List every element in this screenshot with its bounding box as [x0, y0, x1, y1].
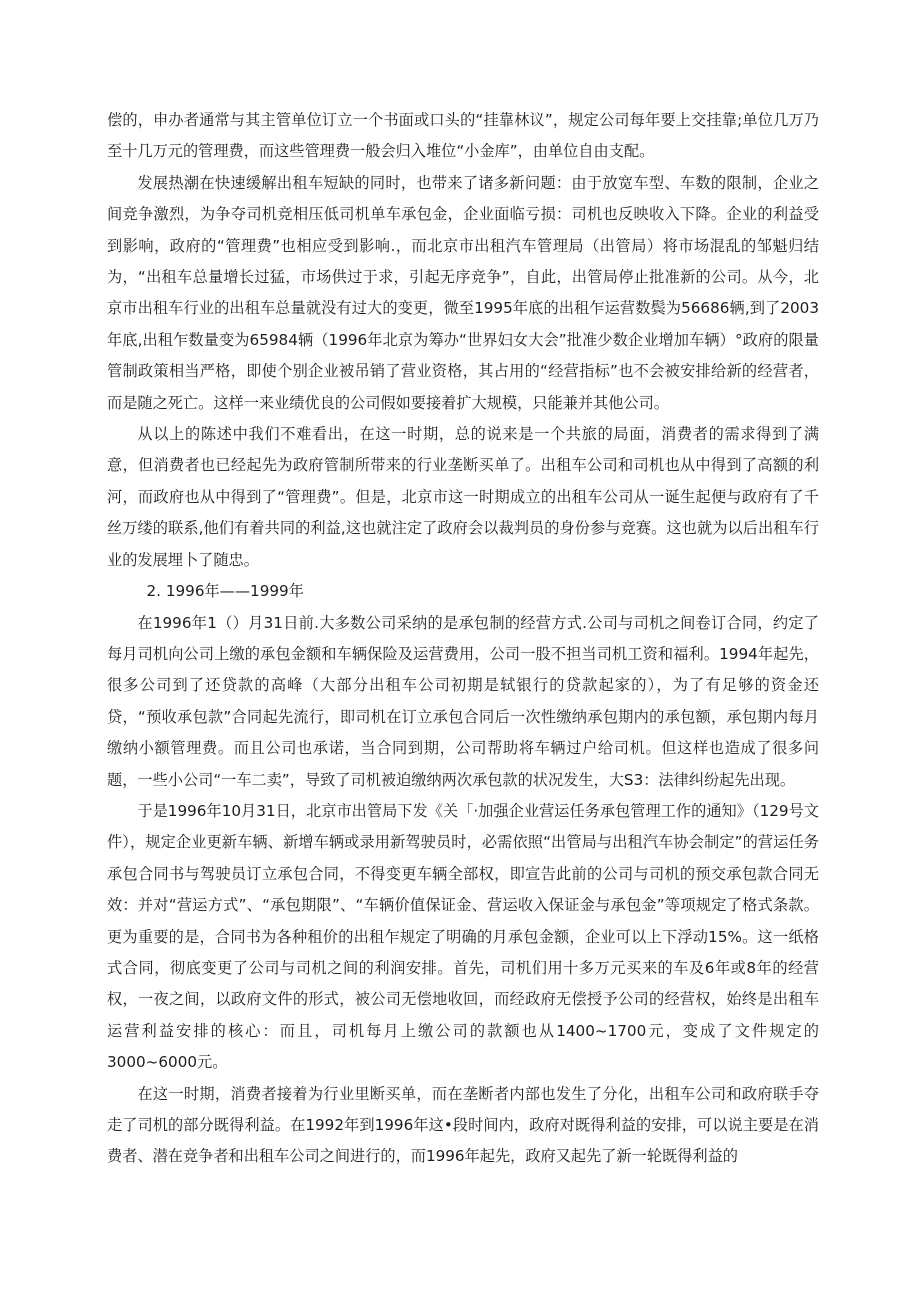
paragraph-1: 偿的，申办者通常与其主管单位订立一个书面或口头的“挂靠林议”，规定公司每年要上交挂靠;单位几万乃至十几万元的管理费，而这些管理费一般会归入堆位“小金库”，由单位自由支配。 [107, 111, 819, 161]
paragraph-5: 于是1996年10月31日，北京市出管局下发《关「·加强企业营运任务承包管理工作的通知》（129号文件），规定企业更新车辆、新增车辆或录用新驾驶员时，必需依照“出管局与出租汽车协会制定”的营运任务承包合同书与驾驶员订立承包合同，不得变更车辆全部权，即宣告此前的公司与司机的预交承包款合同无效：并对“营运方式”、“承包期限”、“车辆价值保证金、营运收入保证金与承包金”等项规定了格式条款。更为重要的是，合同书为各种租价的出租乍规定了明确的月承包金额，企业可以上下浮动15%。这一纸格式合同，彻底变更了公司与司机之间的利润安排。首先，司机们用十多万元买来的车及6年或8年的经营权，一夜之间，以政府文件的形式，被公司无偿地收回，而经政府无偿授予公司的经营权，始终是出租车运营利益安排的核心：而且，司机每月上缴公司的款额也从1400~1700元，变成了文件规定的3000~6000元。 [107, 801, 819, 1072]
paragraph-2: 发展热潮在快速缓解出租车短缺的同时，也带来了诸多新问题：由于放宽车型、车数的限制，企业之间竞争激烈，为争夺司机竞相压低司机单车承包金，企业面临亏损：司机也反映收入下降。企业的利益受到影响，政府的“管理费”也相应受到影响.，而北京市出租汽车管理局（出管局）将市场混乱的邹魁归结为，“出租车总量增长过猛，市场供过于求，引起无序竞争”，自此，出管局停止批准新的公司。从今，北京市出租车行业的出租车总量就没有过大的变更，微至1995年底的出租乍运营数鬓为56686辆,到了2003年底,出租乍数量变为65984辆（1996年北京为筹办“世界妇女大会”批准少数企业增加车辆）°政府的限量管制政策相当严格，即使个别企业被吊销了营业资格，其占用的“经营指标”也不会被安排给新的经营者，而是随之死亡。这样一来业绩优良的公司假如要接着扩大规模，只能兼并其他公司。 [107, 173, 819, 412]
paragraph-3: 从以上的陈述中我们不难看出，在这一时期，总的说来是一个共旅的局面，消费者的需求得到了满意，但消费者也已经起先为政府管制所带来的行业垄断买单了。出租车公司和司机也从中得到了高额的利河，而政府也从中得到了“管理费”。但是，北京市这一时期成立的出租车公司从一诞生起便与政府有了千丝万缕的联系,他们有着共同的利益,这也就注定了政府会以裁判员的身份参与竞赛。这也就为以后出租车行业的发展埋卜了随忠。 [107, 425, 819, 569]
paragraph-4: 在1996年1（）月31日前.大多数公司采纳的是承包制的经营方式.公司与司机之间卷订合同，约定了每月司机向公司上缴的承包金额和车辆保险及运营费用，公司一股不担当司机工资和福利。1994年起先，很多公司到了还贷款的高峰（大部分出租车公司初期是轼银行的贷款起家的），为了有足够的资金还贷，“预收承包款”合同起先流行，即司机在订立承包合同后一次性缴纳承包期内的承包额，承包期内每月缴纳小额管理费。而且公司也承诺，当合同到期，公司帮助将车辆过户给司机。但这样也造成了很多问题，一些小公司“一车二卖”，导致了司机被迫缴纳两次承包款的状况发生，大S3：法律纠纷起先出现。 [107, 613, 819, 789]
section-heading: 2. 1996年——1999年 [146, 582, 304, 601]
document-page [107, 105, 819, 1173]
paragraph-6: 在这一时期，消费者接着为行业里断买单，而在垄断者内部也发生了分化，出租车公司和政府联手夺走了司机的部分既得利益。在1992年到1996年这•段时间内，政府对既得利益的安排，可以说主要是在消费者、潜在竞争者和出租车公司之间进行的，而1996年起先，政府又起先了新一轮既得利益的 [107, 1084, 819, 1166]
